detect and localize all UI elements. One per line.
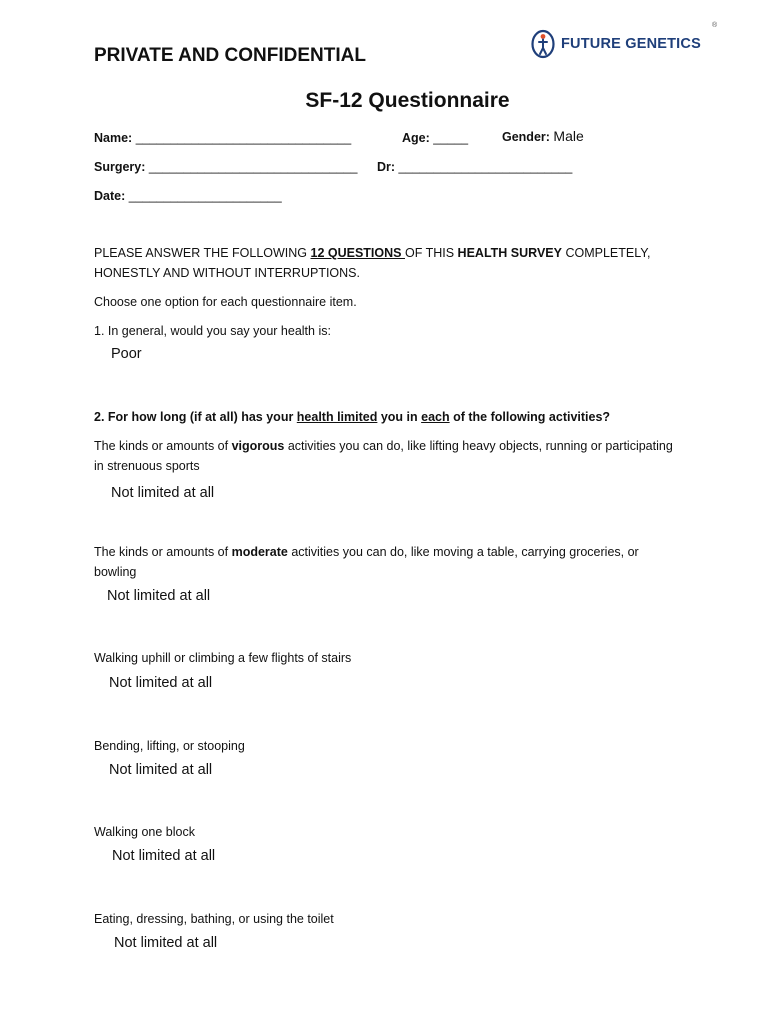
gender-field[interactable] [502, 128, 584, 144]
logo-text: FUTURE GENETICS [561, 36, 701, 52]
doctor-line: _________________________ [398, 160, 573, 174]
age-line: _____ [433, 131, 469, 145]
question-1-answer[interactable]: Poor [111, 346, 142, 362]
item-moderate-answer[interactable]: Not limited at all [107, 588, 211, 604]
item-vigorous-text: The kinds or amounts of vigorous activities you can do, like lifting heavy objects, running or participating in strenuous sports [94, 439, 673, 473]
name-label: Name: [94, 131, 133, 145]
age-field[interactable] [402, 131, 468, 145]
item-bending-answer[interactable]: Not limited at all [109, 762, 213, 778]
name-line: _______________________________ [135, 131, 352, 145]
surgery-field[interactable] [94, 160, 357, 174]
instructions-text: PLEASE ANSWER THE FOLLOWING 12 QUESTIONS OF THIS HEALTH SURVEY COMPLETELY, HONESTLY AND WITHOUT INTERRUPTIONS. [94, 246, 651, 280]
age-label: Age: [402, 131, 430, 145]
date-label: Date: [94, 189, 126, 203]
choose-instruction: Choose one option for each questionnaire item. [94, 295, 357, 309]
registered-mark: ® [712, 22, 718, 29]
item-selfcare-text: Eating, dressing, bathing, or using the toilet [94, 912, 334, 926]
question-1-text: 1. In general, would you say your health is: [94, 324, 331, 338]
date-line: ______________________ [128, 189, 282, 203]
item-block-answer[interactable]: Not limited at all [112, 848, 216, 864]
item-vigorous-answer[interactable]: Not limited at all [111, 485, 215, 501]
confidential-heading: PRIVATE AND CONFIDENTIAL [94, 45, 366, 66]
doctor-field[interactable] [377, 160, 572, 174]
page-title: SF-12 Questionnaire [305, 89, 510, 112]
company-logo [530, 22, 718, 62]
name-field[interactable] [94, 131, 351, 145]
item-selfcare-answer[interactable]: Not limited at all [114, 935, 218, 951]
item-moderate-text: The kinds or amounts of moderate activities you can do, like moving a table, carrying groceries, or bowling [94, 545, 639, 579]
surgery-line: ______________________________ [148, 160, 358, 174]
doctor-label: Dr: [377, 160, 396, 174]
gender-label: Gender: [502, 130, 550, 144]
item-stairs-text: Walking uphill or climbing a few flights of stairs [94, 651, 352, 665]
surgery-label: Surgery: [94, 160, 146, 174]
gender-value: Male [553, 128, 584, 144]
date-field[interactable] [94, 189, 282, 203]
item-bending-text: Bending, lifting, or stooping [94, 739, 245, 753]
person-logo-icon [530, 29, 556, 59]
item-stairs-answer[interactable]: Not limited at all [109, 675, 213, 691]
question-2-text: 2. For how long (if at all) has your health limited you in each of the following activities? [94, 410, 611, 424]
item-block-text: Walking one block [94, 825, 195, 839]
